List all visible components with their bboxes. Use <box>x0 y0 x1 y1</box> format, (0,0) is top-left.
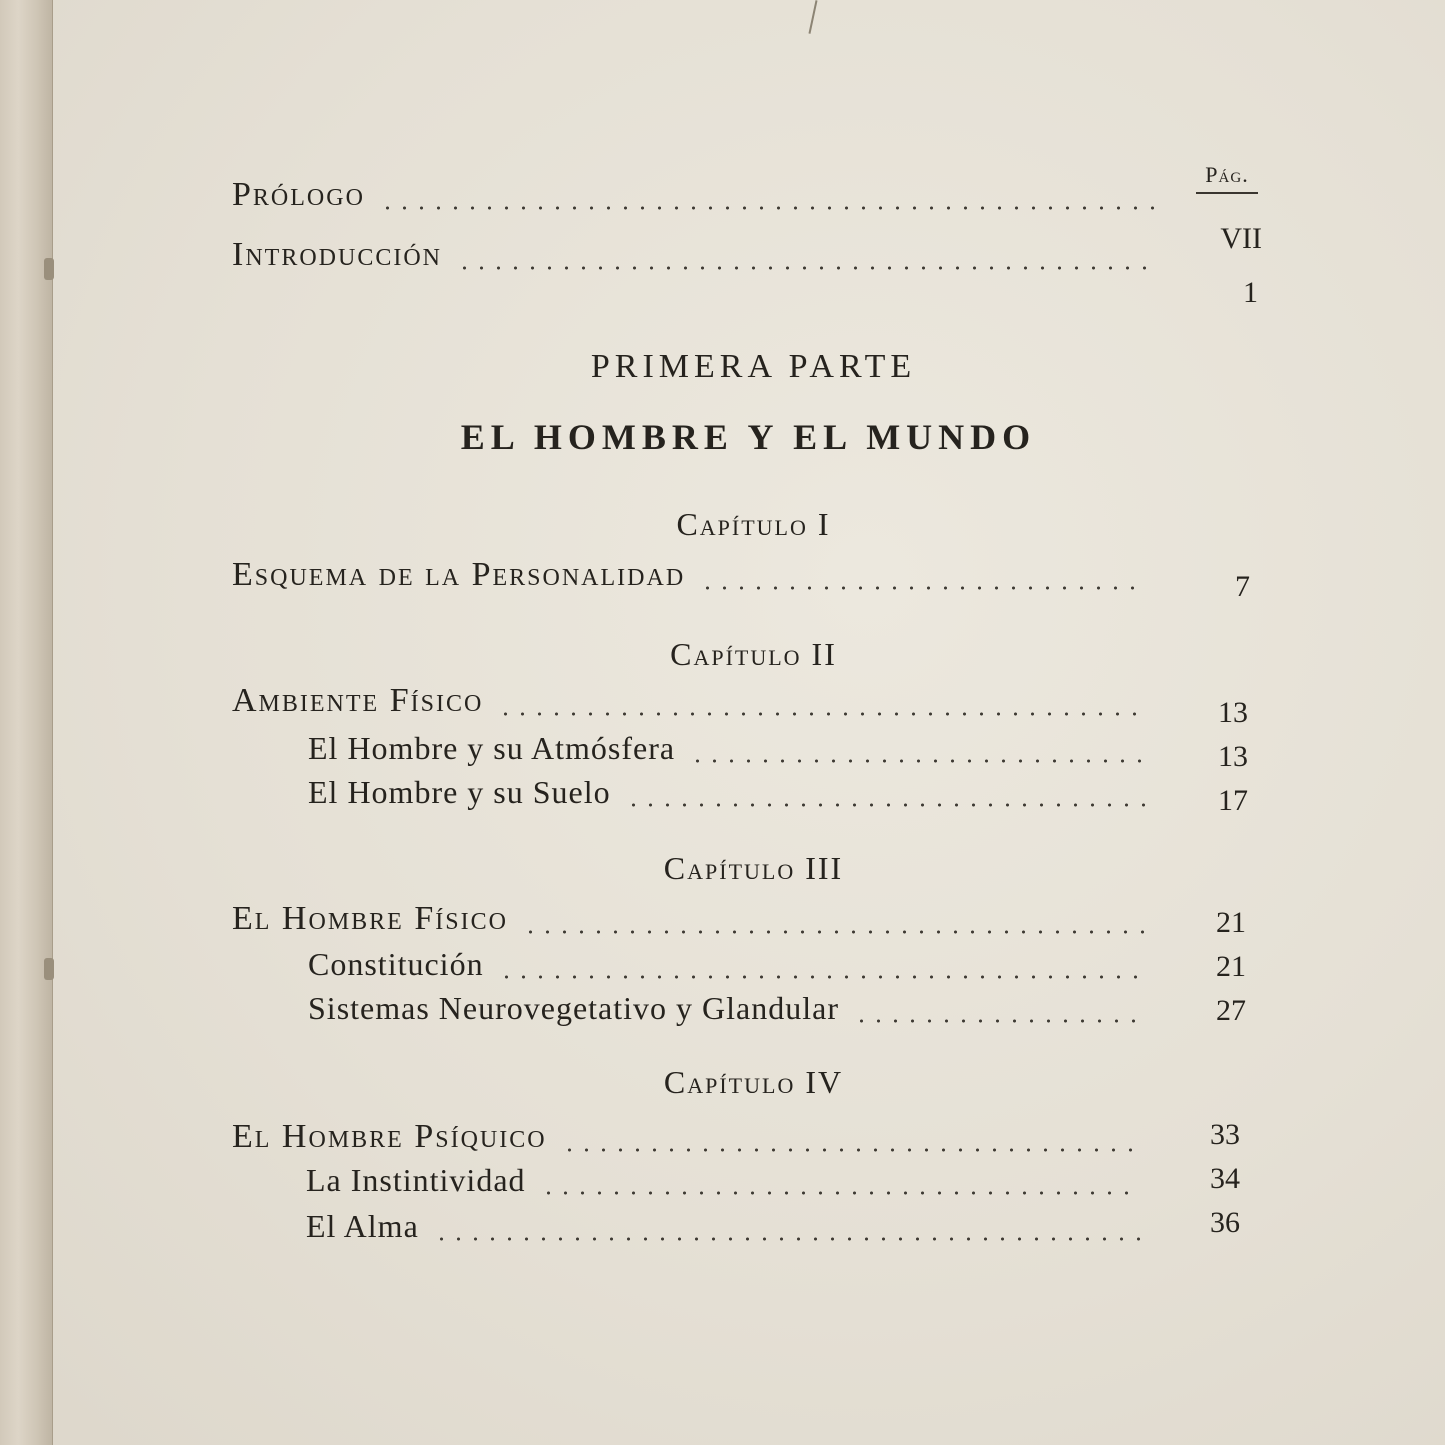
toc-entry-chapter-1[interactable] <box>232 556 1160 594</box>
toc-entry-page: 33 <box>1210 1118 1240 1151</box>
toc-entry-page: 27 <box>1216 994 1246 1027</box>
toc-entry-title: Prólogo <box>232 176 365 213</box>
chapter-label: Capítulo III <box>663 850 844 886</box>
toc-subentry-title: La Instintividad <box>306 1162 526 1198</box>
toc-entry-chapter-4[interactable] <box>232 1118 1156 1156</box>
binding-stitch <box>44 258 54 280</box>
toc-entry-title: El Hombre Físico <box>232 900 508 937</box>
toc-entry-page: 1 <box>1243 276 1258 309</box>
toc-entry-prologo[interactable] <box>232 176 1172 214</box>
toc-entry-page: 21 <box>1216 950 1246 983</box>
toc-entry-chapter-2[interactable] <box>232 682 1160 720</box>
toc-entry-page: 36 <box>1210 1206 1240 1239</box>
dot-leader <box>498 975 1144 979</box>
toc-subentry-title: Constitución <box>308 946 484 982</box>
toc-entry-title: Esquema de la Personalidad <box>232 556 686 593</box>
toc-subentry-title: El Alma <box>306 1208 419 1244</box>
dot-leader <box>456 266 1158 270</box>
toc-subentry-title: El Hombre y su Suelo <box>308 774 611 810</box>
dot-leader <box>433 1237 1142 1241</box>
dot-leader <box>561 1148 1142 1152</box>
toc-entry-page: 34 <box>1210 1162 1240 1195</box>
page-column-header: Pág. <box>1196 162 1258 194</box>
dot-leader <box>699 586 1146 590</box>
binding-stitch <box>44 958 54 980</box>
chapter-label: Capítulo IV <box>663 1064 844 1100</box>
toc-subentry-title: Sistemas Neurovegetativo y Glandular <box>308 990 839 1026</box>
toc-subentry[interactable] <box>308 946 1158 983</box>
dot-leader <box>522 930 1144 934</box>
book-spine <box>0 0 53 1445</box>
part-label: PRIMERA PARTE <box>590 348 917 385</box>
toc-entry-page: VII <box>1220 222 1262 255</box>
toc-entry-page: 13 <box>1218 696 1248 729</box>
toc-entry-page: 21 <box>1216 906 1246 939</box>
part-title: EL HOMBRE Y EL MUNDO <box>460 417 1037 457</box>
toc-subentry[interactable] <box>308 990 1158 1027</box>
dot-leader <box>497 712 1146 716</box>
toc-subentry[interactable] <box>306 1162 1156 1199</box>
toc-entry-title: El Hombre Psíquico <box>232 1118 547 1155</box>
toc-entry-title: Ambiente Físico <box>232 682 484 719</box>
toc-entry-page: 17 <box>1218 784 1248 817</box>
toc-subentry-title: El Hombre y su Atmósfera <box>308 730 676 766</box>
dot-leader <box>853 1019 1144 1023</box>
chapter-label: Capítulo I <box>676 506 831 542</box>
toc-subentry[interactable] <box>308 774 1160 811</box>
toc-subentry[interactable] <box>308 730 1160 767</box>
toc-entry-page: 13 <box>1218 740 1248 773</box>
dot-leader <box>689 759 1146 763</box>
dot-leader <box>379 206 1158 210</box>
toc-subentry[interactable] <box>306 1208 1156 1245</box>
toc-entry-page: 7 <box>1235 570 1250 603</box>
toc-entry-chapter-3[interactable] <box>232 900 1158 938</box>
dot-leader <box>540 1191 1142 1195</box>
dot-leader <box>625 803 1146 807</box>
toc-entry-title: Introducción <box>232 236 442 273</box>
toc-entry-introduccion[interactable] <box>232 236 1172 274</box>
chapter-label: Capítulo II <box>670 636 837 672</box>
paper-crease <box>808 0 817 34</box>
